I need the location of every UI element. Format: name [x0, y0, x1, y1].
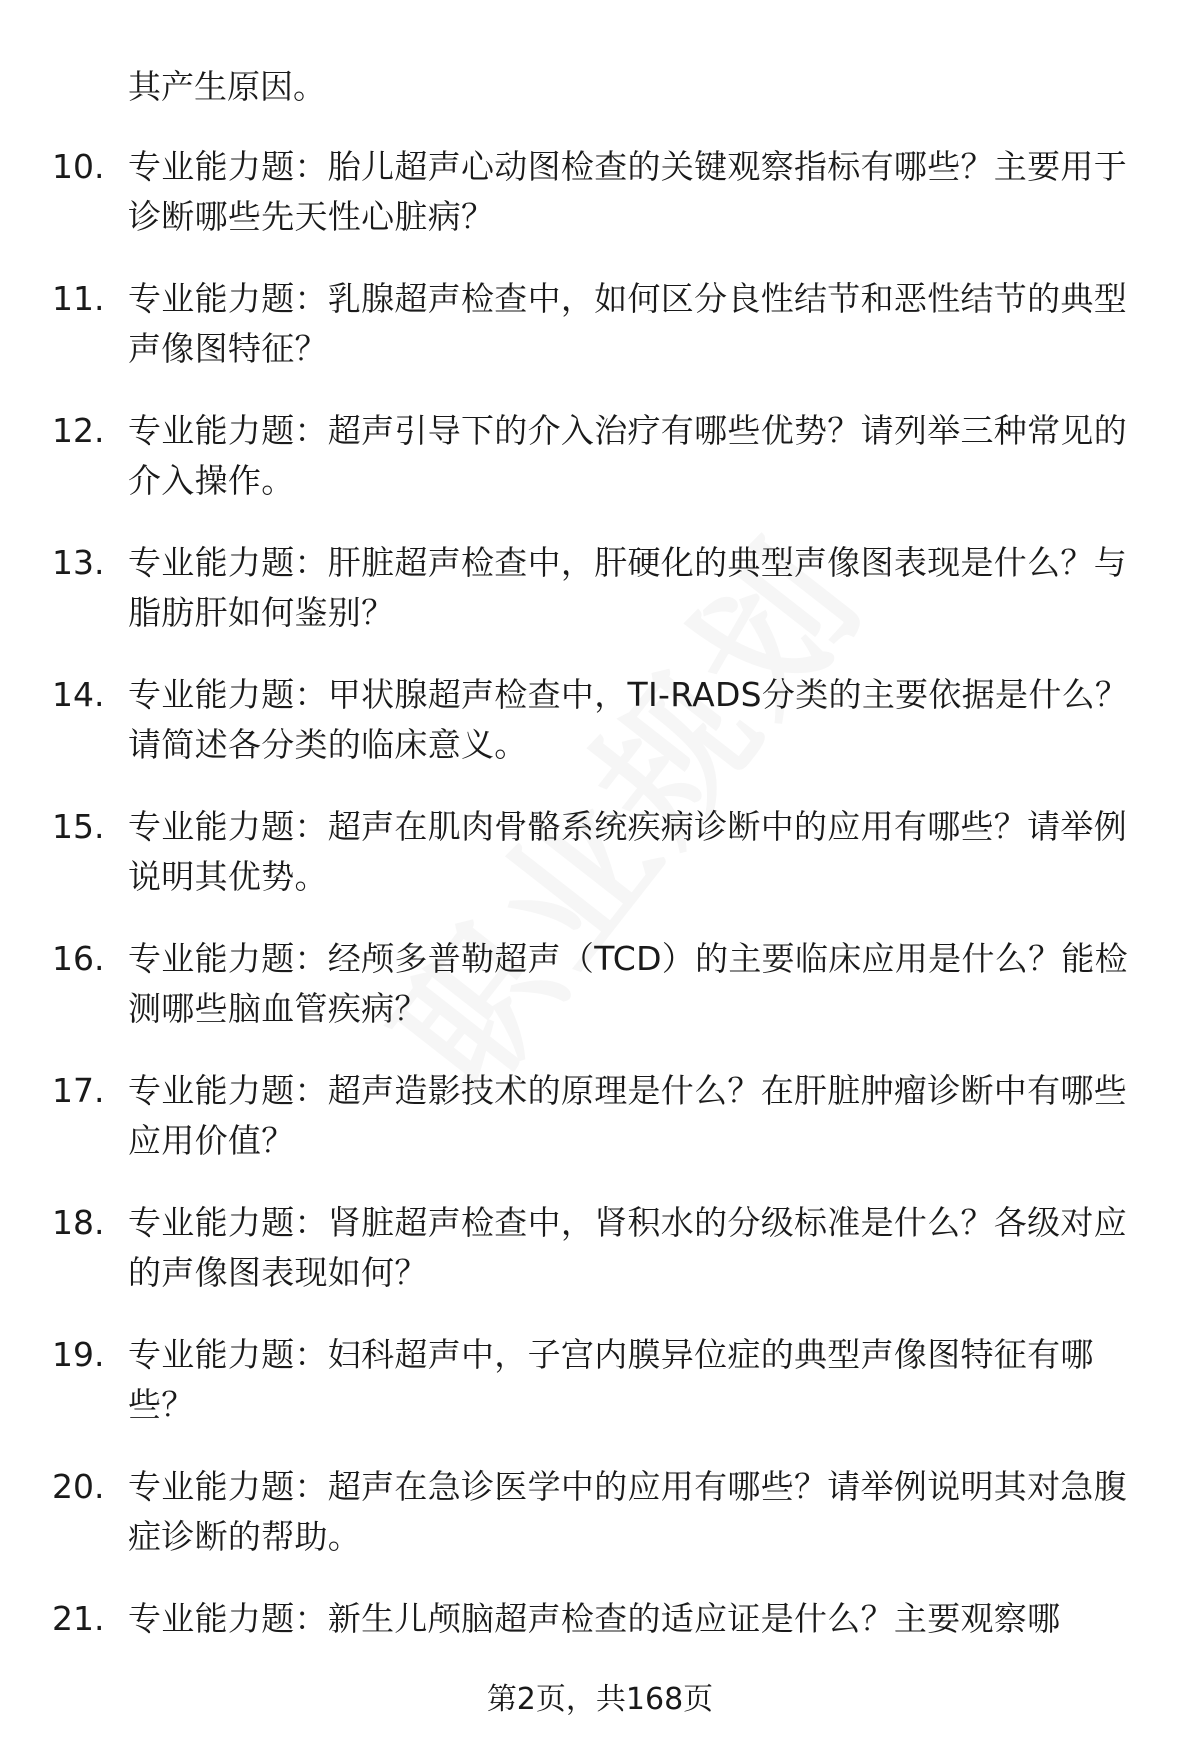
item-number: 14. [52, 675, 105, 714]
item-text: 专业能力题：妇科超声中，子宫内膜异位症的典型声像图特征有哪些？ [128, 1335, 1094, 1424]
item-text: 专业能力题：胎儿超声心动图检查的关键观察指标有哪些？主要用于诊断哪些先天性心脏病？ [128, 147, 1127, 236]
item-text: 专业能力题：肝脏超声检查中，肝硬化的典型声像图表现是什么？与脂肪肝如何鉴别？ [128, 543, 1127, 632]
item-text: 专业能力题：超声在急诊医学中的应用有哪些？请举例说明其对急腹症诊断的帮助。 [128, 1467, 1127, 1556]
list-item [0, 1462, 1200, 1594]
item-number: 21. [52, 1599, 105, 1638]
list-item [0, 670, 1200, 802]
item-text: 专业能力题：超声引导下的介入治疗有哪些优势？请列举三种常见的介入操作。 [128, 411, 1127, 500]
item-number: 10. [52, 147, 105, 186]
list-item [0, 802, 1200, 934]
list-item [0, 142, 1200, 274]
item-text: 专业能力题：超声在肌肉骨骼系统疾病诊断中的应用有哪些？请举例说明其优势。 [128, 807, 1127, 896]
list-item [0, 934, 1200, 1066]
item-text: 专业能力题：超声造影技术的原理是什么？在肝脏肿瘤诊断中有哪些应用价值？ [128, 1071, 1127, 1160]
list-item [0, 1330, 1200, 1462]
list-item [0, 274, 1200, 406]
item-number: 11. [52, 279, 105, 318]
list-item [0, 406, 1200, 538]
item-number: 19. [52, 1335, 105, 1374]
item-text: 专业能力题：肾脏超声检查中，肾积水的分级标准是什么？各级对应的声像图表现如何？ [128, 1203, 1127, 1292]
list-item [0, 1066, 1200, 1198]
item-number: 15. [52, 807, 105, 846]
item-text: 专业能力题：甲状腺超声检查中，TI-RADS分类的主要依据是什么？请简述各分类的临床意义。 [128, 675, 1129, 764]
item-text: 专业能力题：新生儿颅脑超声检查的适应证是什么？主要观察哪 [128, 1599, 1061, 1638]
item-number: 16. [52, 939, 105, 978]
page-footer: 第2页，共168页 [486, 1682, 714, 1717]
list-item [0, 1198, 1200, 1330]
item-text: 专业能力题：乳腺超声检查中，如何区分良性结节和恶性结节的典型声像图特征？ [128, 279, 1127, 368]
question-list [0, 142, 1200, 1726]
item-number: 12. [52, 411, 105, 450]
item-text: 专业能力题：经颅多普勒超声（TCD）的主要临床应用是什么？能检测哪些脑血管疾病？ [128, 939, 1128, 1028]
list-item [0, 538, 1200, 670]
item-number: 17. [52, 1071, 105, 1110]
item-number: 13. [52, 543, 105, 582]
item-number: 18. [52, 1203, 105, 1242]
item-number: 20. [52, 1467, 105, 1506]
continued-text: 其产生原因。 [128, 67, 326, 106]
